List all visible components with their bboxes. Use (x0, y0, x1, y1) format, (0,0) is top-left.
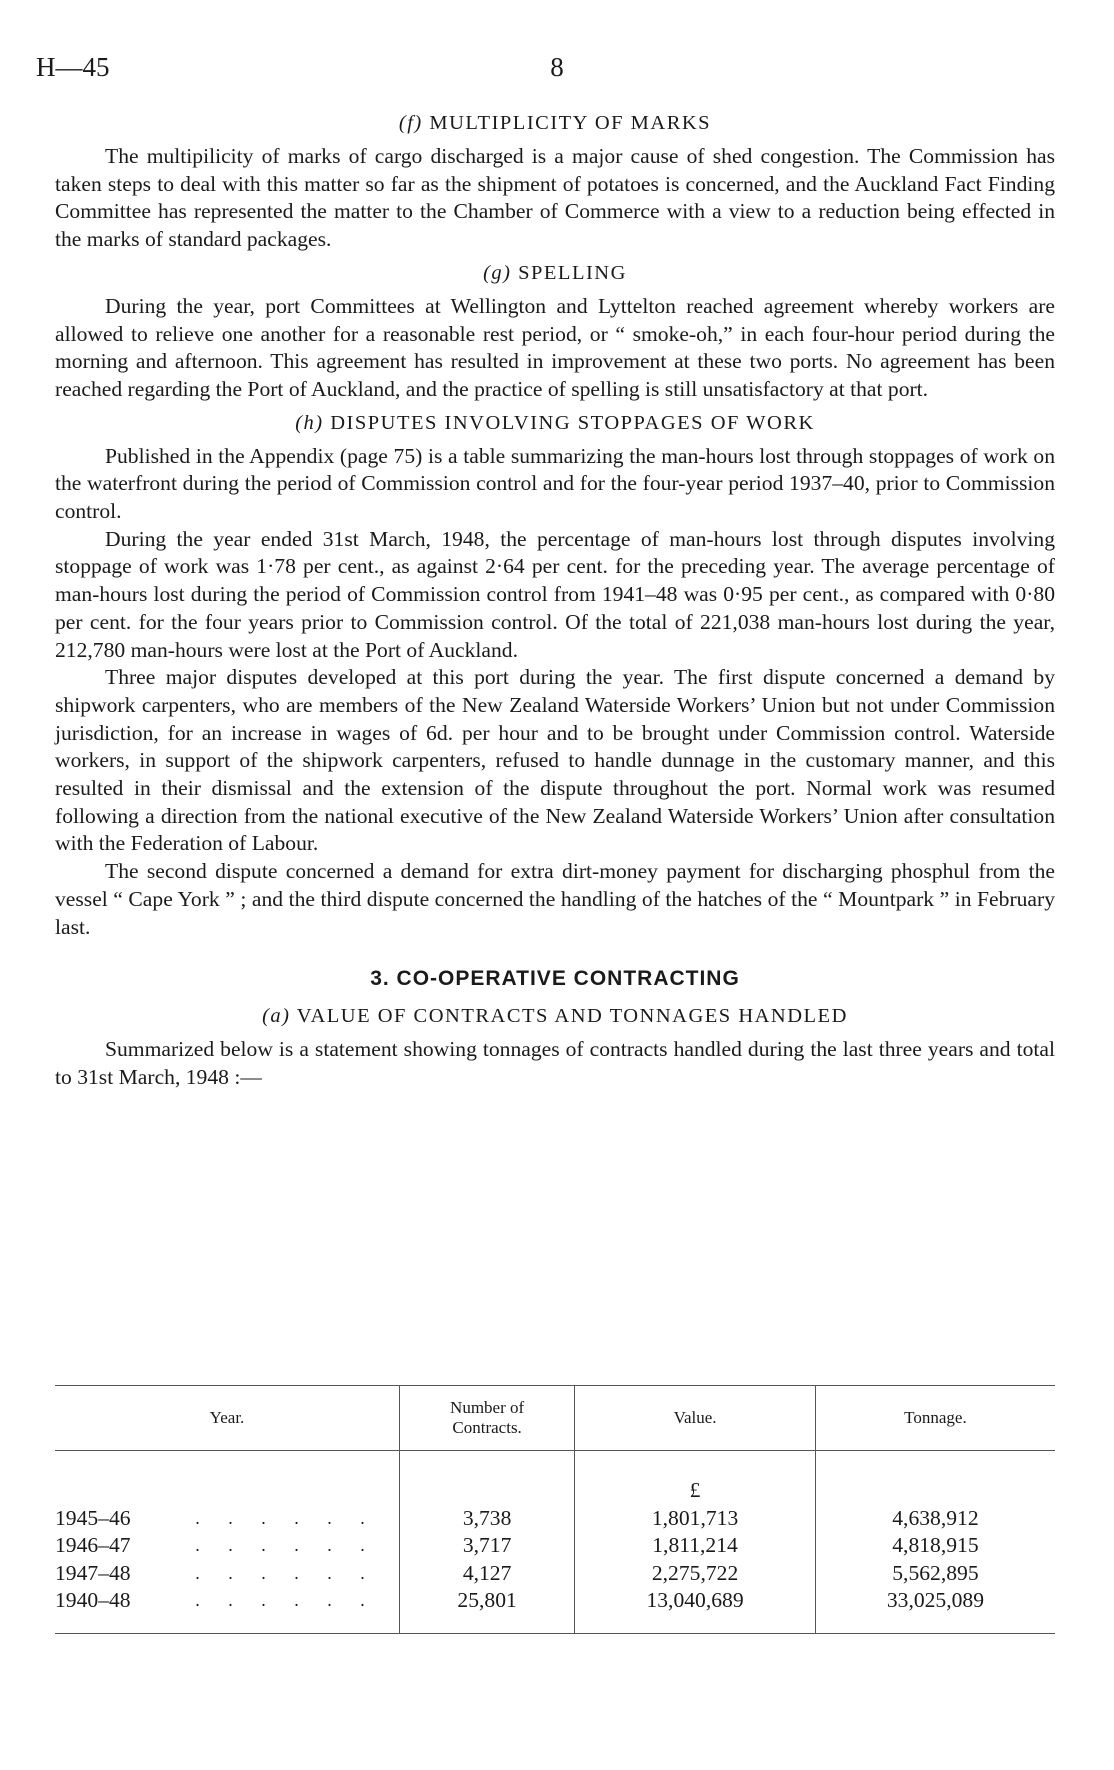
cell-tonnage: 4,638,912 (815, 1505, 1055, 1533)
heading-multiplicity-of-marks (55, 110, 1055, 137)
cell-value: 1,801,713 (575, 1505, 816, 1533)
paragraph-disputes-4: The second dispute concerned a demand for extra dirt-money payment for discharging phosphul from the vessel “ Cape York ” ; and the third dispute concerned the handling of the hatches of the “ Mountpark ” in February last. (55, 859, 1055, 939)
cell-year: 1946–47 (55, 1533, 131, 1557)
column-header-contracts-line1: Number of (450, 1398, 525, 1417)
paragraph-spelling: During the year, port Committees at Wellington and Lyttelton reached agreement whereby workers are allowed to relieve one another for a reasonable rest period, or “ smoke-oh,” in each four-hour period during the morning and afternoon. This agreement has resulted in improvement at these two ports. No agreement has been reached regarding the Port of Auckland, and the practice of spelling is still unsatisfactory at that port. (55, 293, 1055, 401)
paragraph-multiplicity: The multipilicity of marks of cargo discharged is a major cause of shed congestion. The Commission has taken steps to deal with this matter so far as the shipment of potatoes is concerned, and the Auckland Fact Finding Committee has represented the matter to the Chamber of Commerce with a view to a reduction being effected in the marks of standard packages. (55, 144, 1055, 252)
column-header-contracts (400, 1386, 575, 1451)
leader-dots: . . . . . . (195, 1507, 377, 1528)
paragraph-disputes-2: During the year ended 31st March, 1948, the percentage of man-hours lost through disputes involving stoppage of work was 1·78 per cent., as against 2·64 per cent. for the preceding year. The average percentage of man-hours lost during the period of Commission control from 1941–48 was 0·95 per cent., as compared with 0·80 per cent. for the four years prior to Commission control. Of the total of 221,038 man-hours lost during the year, 212,780 man-hours were lost at the Port of Auckland. (55, 526, 1055, 662)
column-header-value: Value. (575, 1386, 816, 1451)
heading-text: MULTIPLICITY OF MARKS (429, 112, 712, 134)
cell-year: 1945–46 (55, 1505, 131, 1530)
section-title-cooperative-contracting: 3. CO-OPERATIVE CONTRACTING (370, 967, 740, 991)
page-body (55, 108, 1055, 1091)
contracts-table (55, 1385, 1055, 1634)
cell-year: 1940–48 (55, 1587, 173, 1633)
heading-label: (g) (483, 261, 512, 284)
column-header-tonnage: Tonnage. (815, 1386, 1055, 1451)
cell-contracts: 25,801 (400, 1587, 575, 1633)
table-row (55, 1505, 1055, 1533)
paragraph-disputes-1: Published in the Appendix (page 75) is a table summarizing the man-hours lost through stoppages of work on the waterfront during the period of Commission control and for the four-year period 1937–40, prior to Commission control. (55, 443, 1055, 524)
leader-dots: . . . . . . (173, 1587, 400, 1633)
cell-contracts: 3,738 (400, 1505, 575, 1533)
currency-symbol: £ (575, 1451, 816, 1505)
table-row (55, 1587, 1055, 1633)
cell-contracts: 3,717 (400, 1532, 575, 1560)
page-number: 8 (550, 52, 564, 82)
cell-tonnage: 33,025,089 (815, 1587, 1055, 1633)
heading-text: SPELLING (518, 261, 627, 284)
heading-label: (a) (262, 1004, 291, 1027)
paragraph-contracts-summary: Summarized below is a statement showing tonnages of contracts handled during the last three years and total to 31st March, 1948 :— (55, 1036, 1055, 1089)
paragraph-disputes-3: Three major disputes developed at this port during the year. The first dispute concerned a demand by shipwork carpenters, who are members of the New Zealand Waterside Workers’ Union but not under Commission jurisdiction, for an increase in wages of 6d. per hour and to be brought under Commission control. Waterside workers, in support of the shipwork carpenters, refused to handle dunnage in the customary manner, and this resulted in their dismissal and the extension of the dispute throughout the port. Normal work was resumed following a direction from the national executive of the New Zealand Waterside Workers’ Union after consultation with the Federation of Labour. (55, 665, 1055, 856)
heading-label: (f) (398, 112, 423, 134)
cell-value: 13,040,689 (575, 1587, 816, 1633)
heading-text: VALUE OF CONTRACTS AND TONNAGES HANDLED (296, 1004, 848, 1027)
leader-dots: . . . . . . (195, 1535, 377, 1555)
currency-row (55, 1451, 1055, 1505)
heading-value-of-contracts (55, 1003, 1055, 1030)
document-reference: H—45 (36, 52, 110, 82)
column-header-contracts-line2: Contracts. (452, 1418, 522, 1437)
heading-text: DISPUTES INVOLVING STOPPAGES OF WORK (330, 411, 815, 434)
cell-year: 1947–48 (55, 1560, 131, 1585)
table-header-row (55, 1386, 1055, 1451)
heading-spelling (55, 260, 1055, 287)
table-row (55, 1532, 1055, 1560)
cell-value: 2,275,722 (575, 1560, 816, 1588)
cell-tonnage: 5,562,895 (815, 1560, 1055, 1588)
page-header (0, 52, 1114, 92)
leader-dots: . . . . . . (195, 1562, 377, 1583)
cell-value: 1,811,214 (575, 1532, 816, 1560)
heading-disputes (55, 410, 1055, 437)
cell-contracts: 4,127 (400, 1560, 575, 1588)
heading-label: (h) (295, 411, 324, 434)
table-row (55, 1560, 1055, 1588)
column-header-year: Year. (55, 1386, 400, 1451)
cell-tonnage: 4,818,915 (815, 1532, 1055, 1560)
